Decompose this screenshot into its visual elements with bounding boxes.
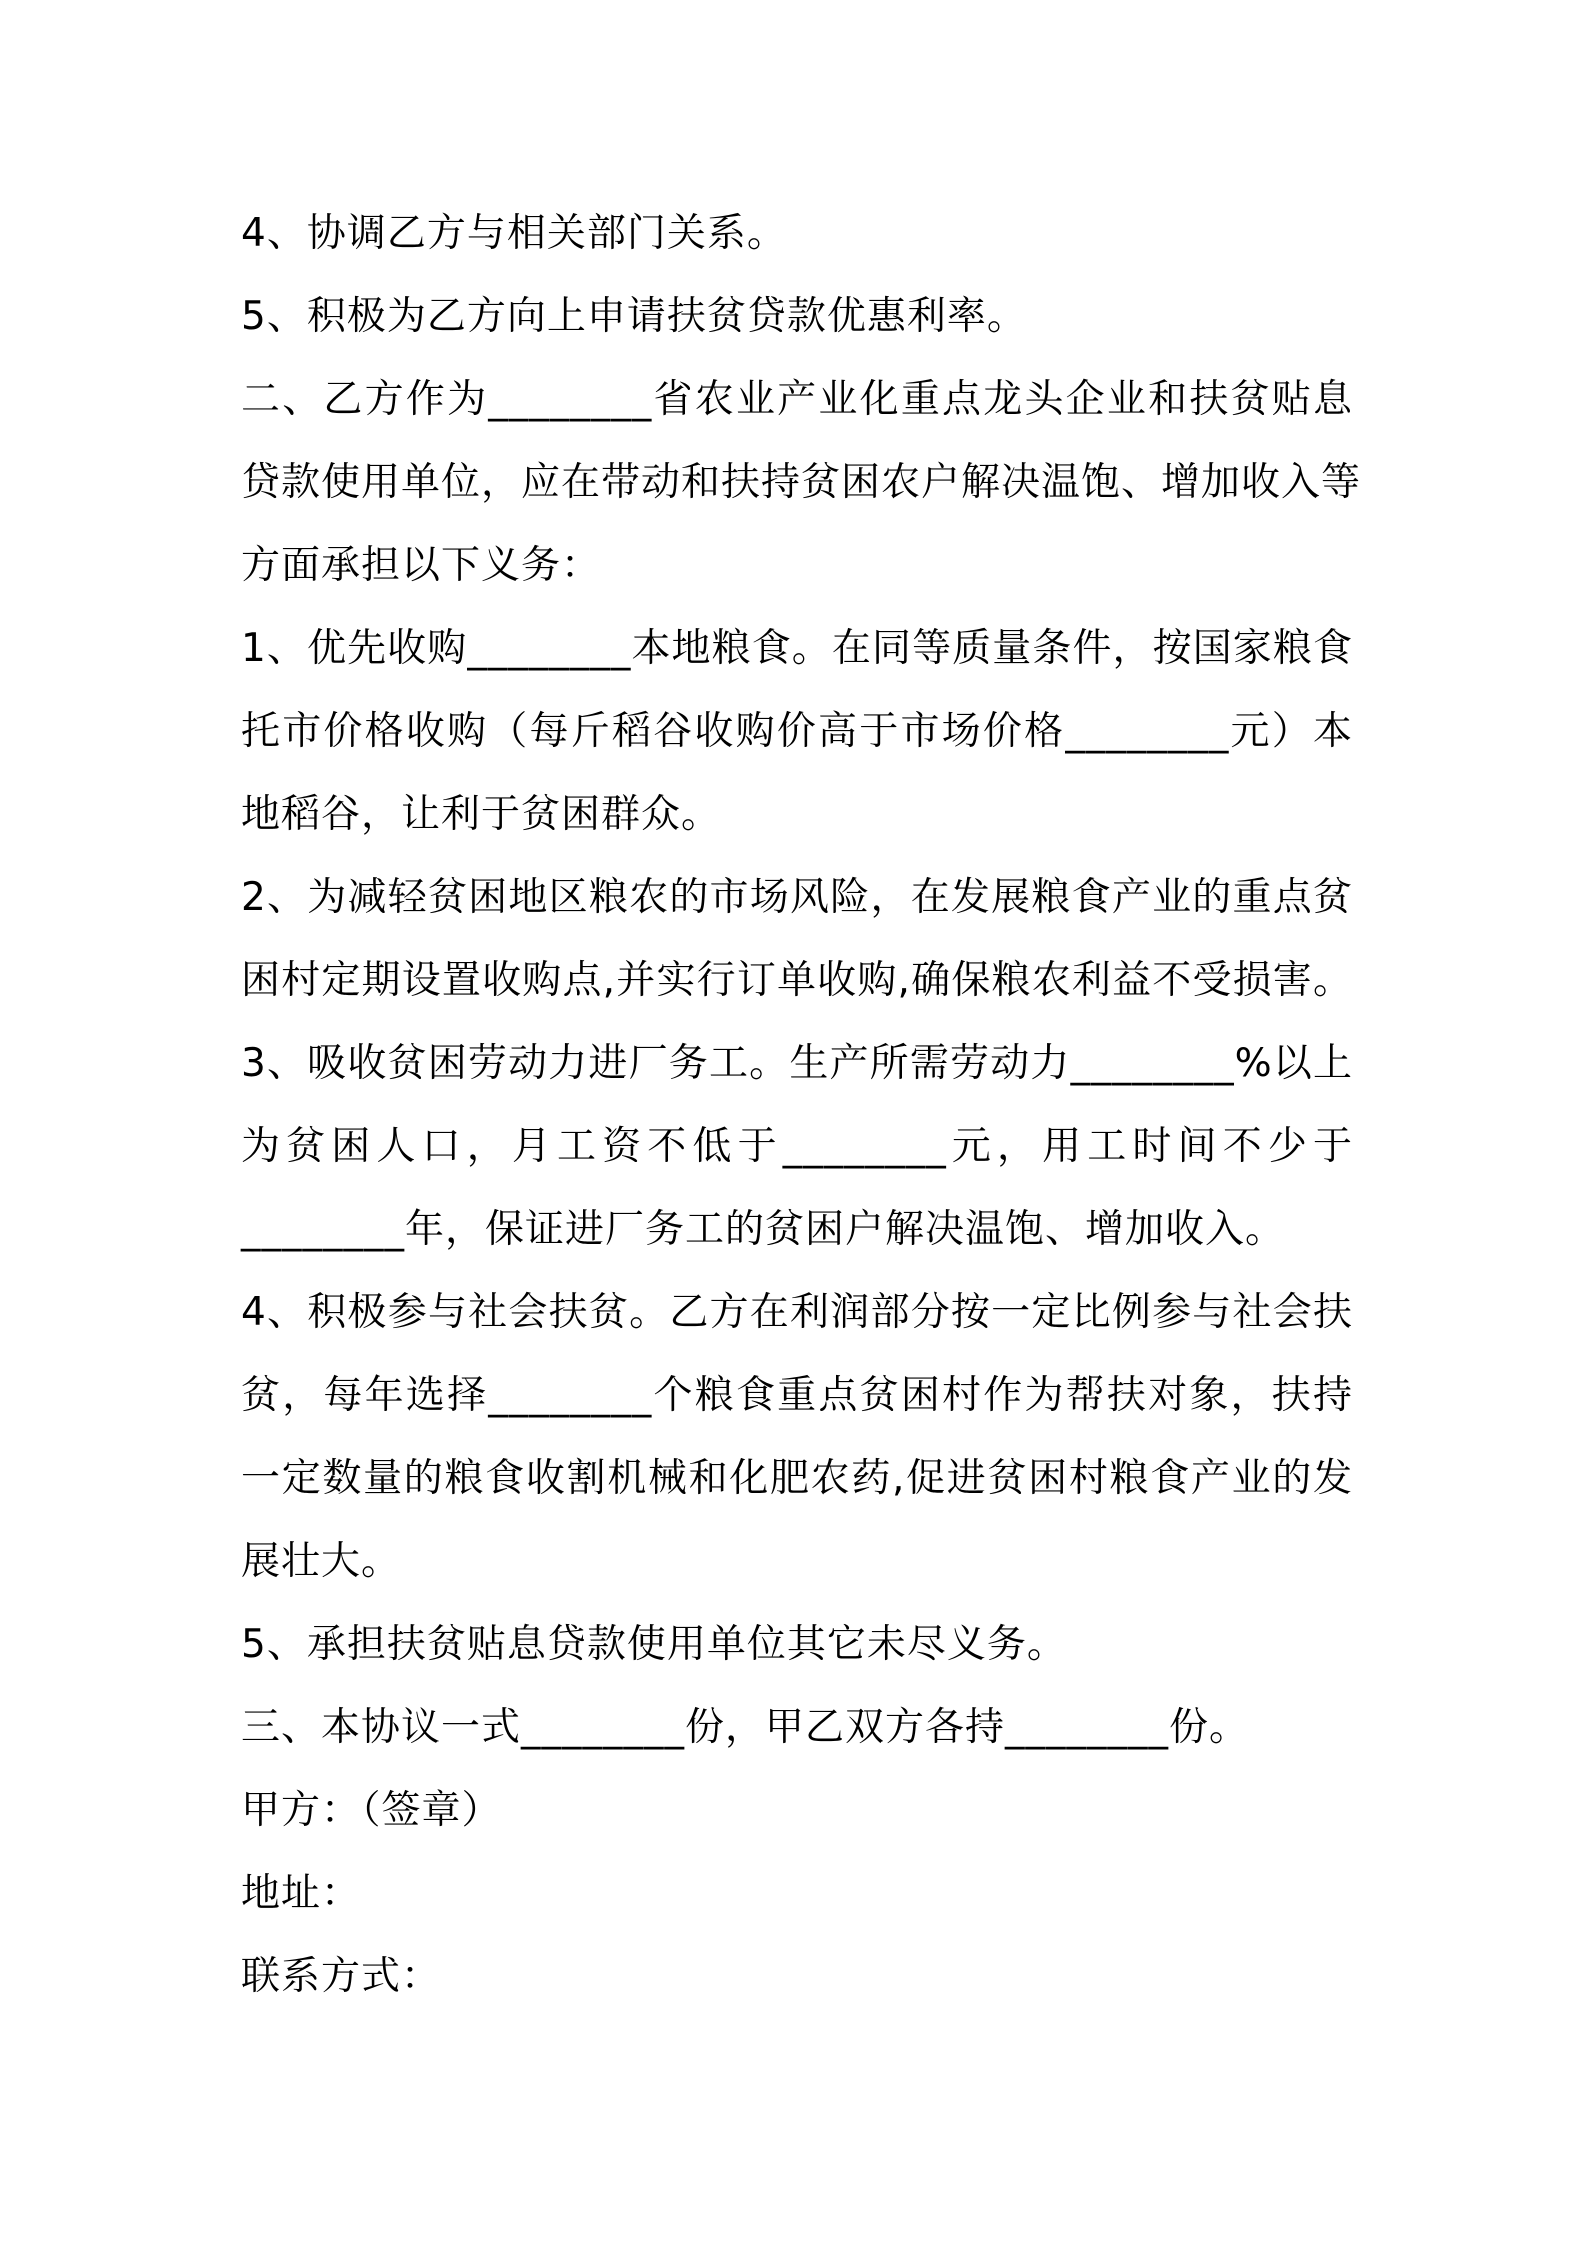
clause-b2: 2、为减轻贫困地区粮农的市场风险，在发展粮食产业的重点贫 xyxy=(241,875,1353,920)
address-label: 地址： xyxy=(241,1871,362,1916)
clause-b3-cont: 为贫困人口，月工资不低于________元，用工时间不少于 xyxy=(241,1124,1353,1169)
clause-b4-cont-2: 一定数量的粮食收割机械和化肥农药,促进贫困村粮食产业的发 xyxy=(241,1456,1353,1501)
clause-b4-end: 展壮大。 xyxy=(241,1539,402,1584)
section-3: 三、本协议一式________份，甲乙双方各持________份。 xyxy=(241,1705,1250,1750)
clause-b4-cont: 贫，每年选择________个粮食重点贫困村作为帮扶对象，扶持 xyxy=(241,1373,1353,1418)
section-2-heading-end: 方面承担以下义务： xyxy=(241,543,602,588)
clause-b3: 3、吸收贫困劳动力进厂务工。生产所需劳动力________%以上 xyxy=(241,1041,1353,1086)
section-2-heading-cont: 贷款使用单位，应在带动和扶持贫困农户解决温饱、增加收入等 xyxy=(241,460,1362,505)
document-body xyxy=(241,192,1362,2018)
clause-b5: 5、承担扶贫贴息贷款使用单位其它未尽义务。 xyxy=(241,1622,1067,1667)
clause-b4: 4、积极参与社会扶贫。乙方在利润部分按一定比例参与社会扶 xyxy=(241,1290,1353,1335)
section-2-heading: 二、乙方作为________省农业产业化重点龙头企业和扶贫贴息 xyxy=(241,377,1353,422)
contact-label: 联系方式： xyxy=(241,1954,442,1999)
clause-b3-end: ________年，保证进厂务工的贫困户解决温饱、增加收入。 xyxy=(241,1207,1286,1252)
clause-b1: 1、优先收购________本地粮食。在同等质量条件，按国家粮食 xyxy=(241,626,1353,671)
clause-b1-end: 地稻谷，让利于贫困群众。 xyxy=(241,792,722,837)
clause-a4: 4、协调乙方与相关部门关系。 xyxy=(241,211,787,256)
party-a-signature-label: 甲方：（签章） xyxy=(241,1788,502,1833)
clause-b2-cont: 困村定期设置收购点,并实行订单收购,确保粮农利益不受损害。 xyxy=(241,958,1353,1003)
clause-a5: 5、积极为乙方向上申请扶贫贷款优惠利率。 xyxy=(241,294,1027,339)
clause-b1-cont: 托市价格收购（每斤稻谷收购价高于市场价格________元）本 xyxy=(241,709,1353,754)
